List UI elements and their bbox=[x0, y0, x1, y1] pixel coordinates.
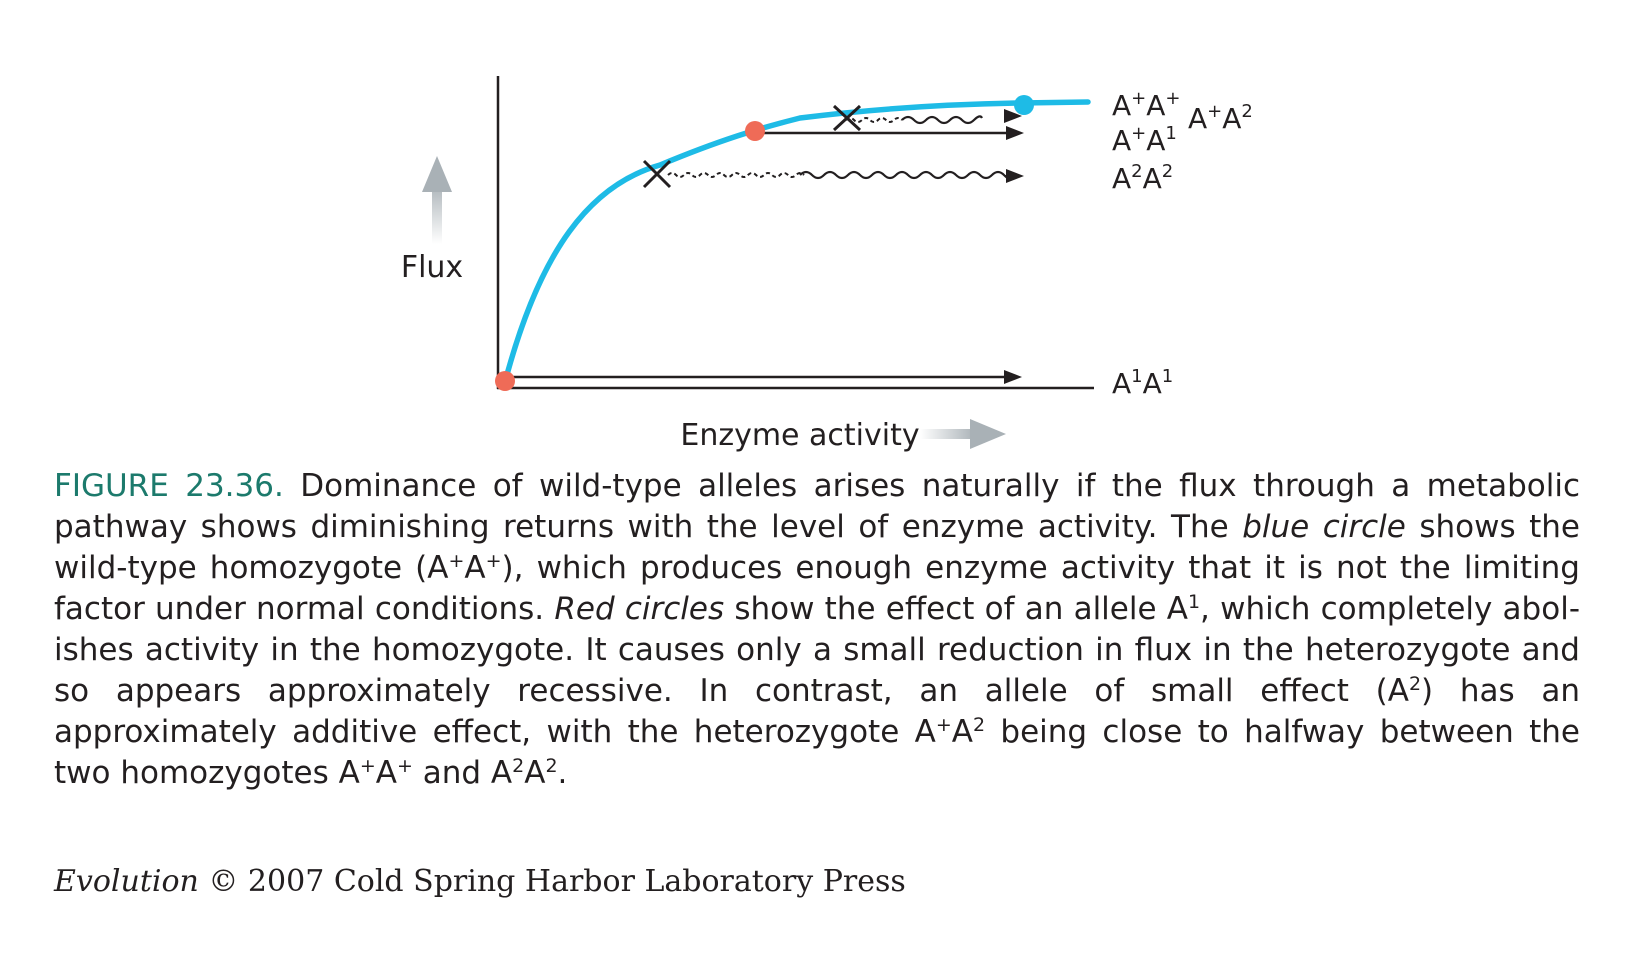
flux-curve bbox=[505, 102, 1088, 382]
a1a1-arrow bbox=[507, 370, 1022, 384]
label-wt-wt: A+A+ bbox=[1112, 88, 1181, 122]
figure-number: FIGURE 23.36. bbox=[54, 468, 284, 504]
label-a1-a1: $A^1A^1$ bbox=[1112, 366, 1174, 400]
x-axis-label: Enzyme activity bbox=[680, 418, 920, 453]
label-wt-a2: $A^+A^2$ bbox=[1188, 101, 1253, 135]
y-axis-label: Flux bbox=[400, 250, 464, 285]
copyright-credit: Evolution © 2007 Cold Spring Harbor Laboratory Press bbox=[54, 864, 906, 899]
red-circles-term: Red circles bbox=[554, 591, 725, 627]
label-wt-a1: $A^+A^1$ bbox=[1112, 123, 1177, 157]
book-title: Evolution bbox=[54, 864, 199, 899]
wt-a1-arrow bbox=[758, 126, 1024, 140]
label-a2-a2: $A^2A^2$ bbox=[1112, 161, 1174, 195]
a2a2-arrow bbox=[668, 169, 1024, 183]
cross-icon bbox=[834, 106, 860, 130]
flux-up-arrow-icon bbox=[422, 156, 452, 244]
blue-circle-wt-wt bbox=[1014, 95, 1034, 115]
enzyme-right-arrow-icon bbox=[920, 419, 1006, 449]
red-circle-wt-a1 bbox=[745, 121, 765, 141]
red-circle-a1a1 bbox=[495, 371, 515, 391]
blue-circle-term: blue circle bbox=[1242, 509, 1406, 545]
flux-diagram bbox=[0, 0, 1626, 470]
figure-caption: FIGURE 23.36. Dominance of wild-type alleles arises naturally if the flux through a metabolic pathway shows diminishing returns with the level of enzyme activity. The blue circle shows the wild-type homozygote (A+A+), which produces enough enzyme activity that it is not the limiting factor under normal conditions. Red circles show the effect of an allele $A^1$, which completely abolishes activity in the homozygote. It causes only a small reduction in flux in the heterozygote and so appears approximately recessive. In contrast, an allele of small effect $(A^2)$ has an approximately additive effect, with the heterozygote $A^+A^2$ being close to halfway between the two homozygotes A+A+ and $A^2A^2$. bbox=[54, 468, 1581, 791]
